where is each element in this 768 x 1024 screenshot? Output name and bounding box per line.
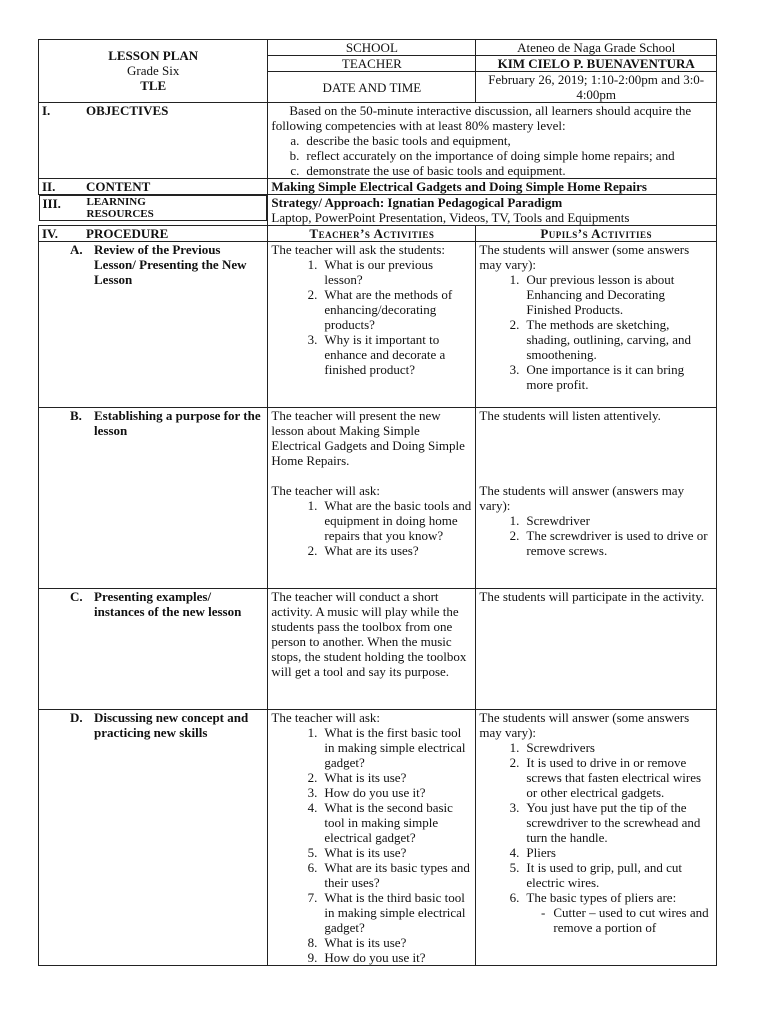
lesson-plan-table: [38, 39, 717, 966]
procedure-d-teacher: [268, 710, 476, 966]
list-item: 2. What is its use?: [307, 770, 407, 785]
pupil-intro-2: The students will answer (answers may vary):: [479, 483, 685, 513]
teacher-intro-2: The teacher will ask:: [271, 483, 381, 498]
objective-item: a. describe the basic tools and equipment,: [290, 133, 511, 148]
procedure-d-label: [39, 710, 268, 966]
procedure-c-title: Presenting examples/ instances of the new lesson: [94, 589, 242, 619]
pupil-intro: The students will listen attentively.: [479, 408, 661, 423]
procedure-c-letter: C.: [70, 589, 83, 604]
procedure-a-title: Review of the Previous Lesson/ Presenting the New Lesson: [94, 242, 247, 287]
objective-item: b. reflect accurately on the importance of doing simple home repairs; and: [289, 148, 675, 163]
list-item: 4. What is the second basic tool in making simple electrical gadget?: [307, 800, 453, 845]
objectives-content: [268, 103, 717, 179]
list-item: 1. What is the first basic tool in making simple electrical gadget?: [307, 725, 466, 770]
resources-label: LEARNING RESOURCES: [86, 196, 154, 220]
list-item: 2. The methods are sketching, shading, outlining, carving, and smoothening.: [509, 317, 692, 362]
list-item: 1. Screwdriver: [509, 513, 590, 528]
procedure-a-label: [39, 242, 268, 408]
list-item: 5. What is its use?: [307, 845, 407, 860]
content-number: II.: [42, 179, 56, 194]
procedure-d-pupil: [476, 710, 717, 966]
procedure-label-cell: [39, 226, 268, 242]
list-sub-item: - Cutter – used to cut wires and remove a portion of: [541, 905, 709, 935]
content-label: CONTENT: [86, 179, 151, 194]
list-item: 1. Screwdrivers: [509, 740, 595, 755]
lesson-plan-page: [38, 39, 717, 984]
list-item: 5. It is used to grip, pull, and cut electric wires.: [509, 860, 682, 890]
procedure-label: PROCEDURE: [86, 226, 169, 241]
list-item: 9. How do you use it?: [307, 950, 426, 965]
list-item: 1. What are the basic tools and equipment in doing home repairs that you know?: [307, 498, 472, 543]
procedure-b-title: Establishing a purpose for the lesson: [94, 408, 261, 438]
procedure-a-teacher: [268, 242, 476, 408]
resources-number: III.: [42, 196, 61, 211]
procedure-c-teacher: [268, 589, 476, 710]
procedure-number: IV.: [42, 226, 59, 241]
procedure-b-letter: B.: [70, 408, 82, 423]
procedure-c-label: [39, 589, 268, 710]
resources-label-cell: [39, 195, 268, 221]
list-item: 4. Pliers: [509, 845, 556, 860]
subject: TLE: [140, 78, 167, 93]
strategy-text: Strategy/ Approach: Ignatian Pedagogical Paradigm: [271, 195, 563, 210]
procedure-d-title: Discussing new concept and practicing new skills: [94, 710, 249, 740]
teacher-intro: The teacher will conduct a short activity. A music will play while the students pass the toolbox from one person to another. When the music stops, the student holding the toolbox will get a tool and say its purpose.: [271, 589, 467, 679]
list-item: 1. What is our previous lesson?: [307, 257, 434, 287]
lesson-plan-header-cell: [39, 40, 268, 103]
list-item: 3. One importance is it can bring more profit.: [509, 362, 685, 392]
procedure-c-pupil: [476, 589, 717, 710]
procedure-a-pupil: [476, 242, 717, 408]
procedure-a-letter: A.: [70, 242, 83, 257]
procedure-d-letter: D.: [70, 710, 83, 725]
objective-item: c. demonstrate the use of basic tools and equipment.: [290, 163, 566, 178]
pupil-intro: The students will answer (some answers may vary):: [479, 710, 690, 740]
teacher-value: KIM CIELO P. BUENAVENTURA: [476, 56, 717, 72]
list-item: 3. You just have put the tip of the screwdriver to the screwhead and turn the handle.: [509, 800, 701, 845]
list-item: 7. What is the third basic tool in making simple electrical gadget?: [307, 890, 466, 935]
list-item: 6. The basic types of pliers are:: [509, 890, 677, 905]
pupil-intro: The students will participate in the activity.: [479, 589, 705, 604]
objectives-label: OBJECTIVES: [86, 103, 169, 118]
pupil-activities-header: Pupils’s Activities: [476, 226, 717, 242]
procedure-b-label: [39, 408, 268, 589]
lesson-plan-title: LESSON PLAN: [108, 48, 199, 63]
list-item: 2. What are the methods of enhancing/decorating products?: [307, 287, 453, 332]
procedure-b-pupil: [476, 408, 717, 589]
objectives-number: I.: [42, 103, 51, 118]
objectives-intro: Based on the 50-minute interactive discussion, all learners should acquire the following competencies with at least 80% mastery level:: [271, 103, 692, 133]
list-item: 2. It is used to drive in or remove screws that fasten electrical wires or other electrical gadgets.: [509, 755, 702, 800]
resources-content: [268, 195, 717, 226]
procedure-b-teacher: [268, 408, 476, 589]
grade-level: Grade Six: [127, 63, 180, 78]
pupil-intro: The students will answer (some answers may vary):: [479, 242, 690, 272]
datetime-label: DATE AND TIME: [268, 72, 476, 103]
list-item: 8. What is its use?: [307, 935, 407, 950]
teacher-intro: The teacher will ask:: [271, 710, 381, 725]
list-item: 3. Why is it important to enhance and decorate a finished product?: [307, 332, 446, 377]
teacher-intro: The teacher will ask the students:: [271, 242, 446, 257]
list-item: 2. What are its uses?: [307, 543, 419, 558]
school-label: SCHOOL: [268, 40, 476, 56]
teacher-activities-header: Teacher’s Activities: [268, 226, 476, 242]
school-value: Ateneo de Naga Grade School: [476, 40, 717, 56]
teacher-intro: The teacher will present the new lesson about Making Simple Electrical Gadgets and Doing Simple Home Repairs.: [271, 408, 465, 468]
list-item: 2. The screwdriver is used to drive or remove screws.: [509, 528, 708, 558]
teacher-label: TEACHER: [268, 56, 476, 72]
materials-text: Laptop, PowerPoint Presentation, Videos, TV, Tools and Equipments: [271, 210, 630, 225]
list-item: 1. Our previous lesson is about Enhancing and Decorating Finished Products.: [509, 272, 675, 317]
objectives-label-cell: [39, 103, 268, 179]
content-label-cell: [39, 179, 268, 195]
list-item: 6. What are its basic types and their uses?: [307, 860, 470, 890]
list-item: 3. How do you use it?: [307, 785, 426, 800]
datetime-value: February 26, 2019; 1:10-2:00pm and 3:0-4:00pm: [476, 72, 717, 103]
content-value: Making Simple Electrical Gadgets and Doing Simple Home Repairs: [268, 179, 717, 195]
